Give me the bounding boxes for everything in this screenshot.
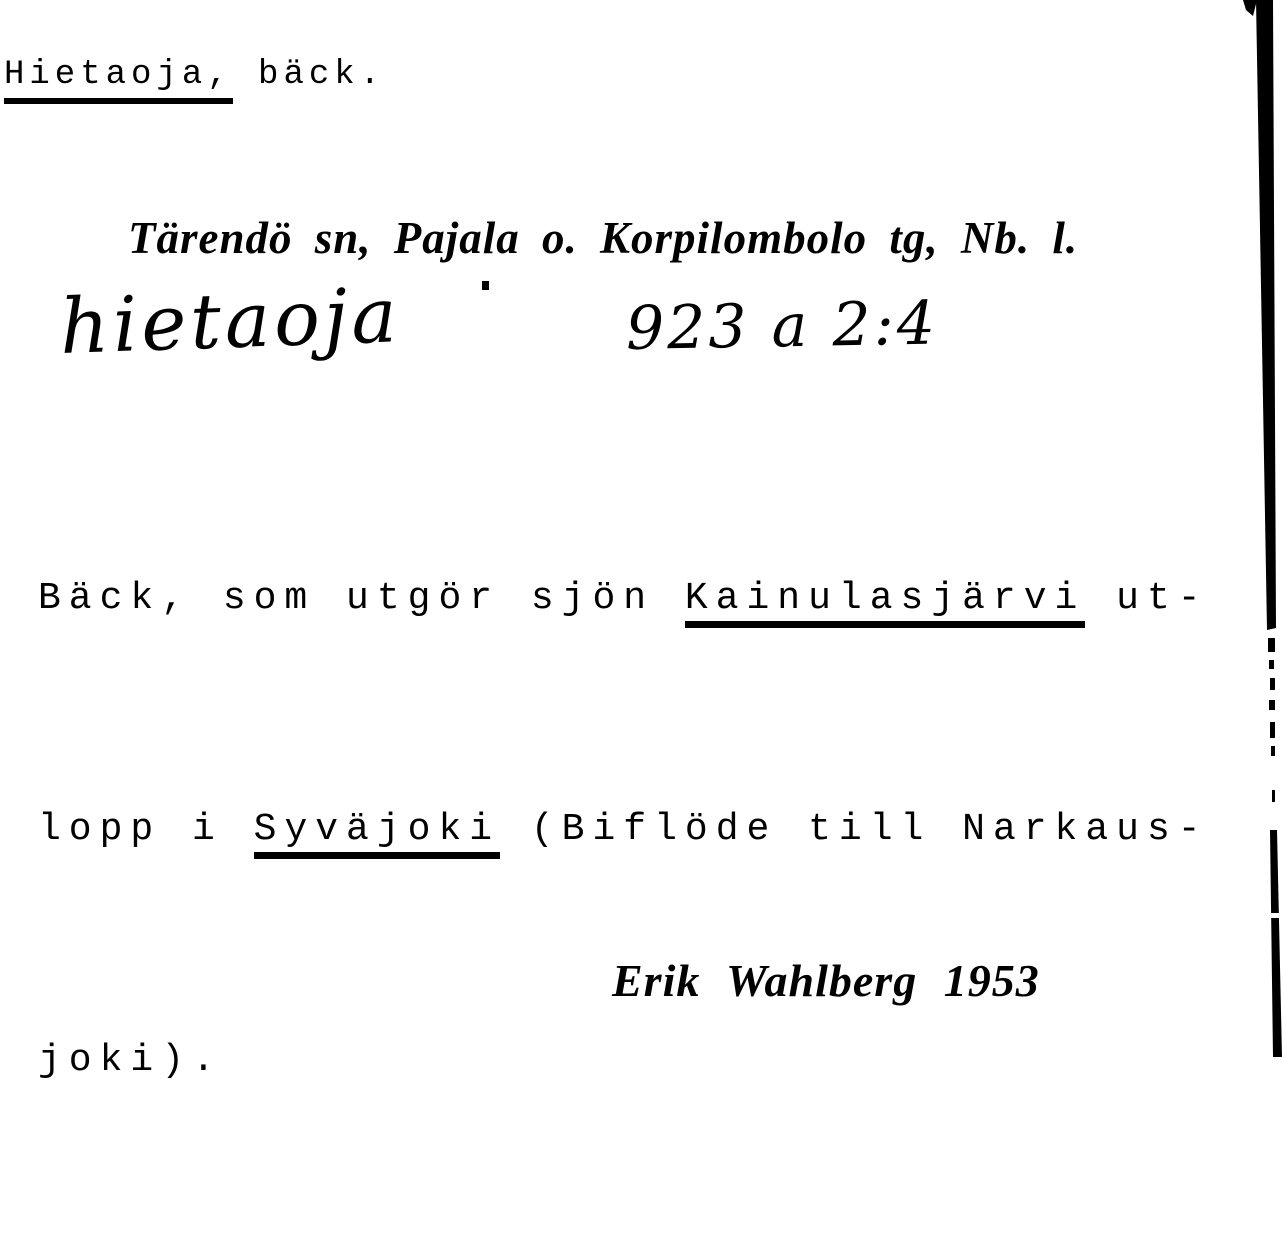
body-line-3: joki).	[38, 1039, 223, 1082]
lake-name-underlined: Kainulasjärvi	[685, 577, 1085, 628]
body-line-1-post: ut-	[1085, 577, 1209, 620]
headword: Hietaoja,	[4, 56, 233, 104]
headword-type: bäck.	[232, 56, 386, 94]
location-line: Tärendö sn, Pajala o. Korpilombolo tg, Nb. l.	[128, 213, 1079, 263]
handwritten-reference: 923 a 2:4	[625, 288, 939, 364]
signature: Erik Wahlberg 1953	[612, 955, 1040, 1006]
body-line-2-post: (Biflöde till Narkaus-	[500, 808, 1209, 851]
body-line-1-pre: Bäck, som utgör sjön	[38, 577, 685, 620]
body-line-2-pre: lopp i	[38, 808, 254, 851]
river-name-underlined: Syväjoki	[254, 808, 500, 859]
handwritten-name: hietaoja	[58, 270, 403, 371]
